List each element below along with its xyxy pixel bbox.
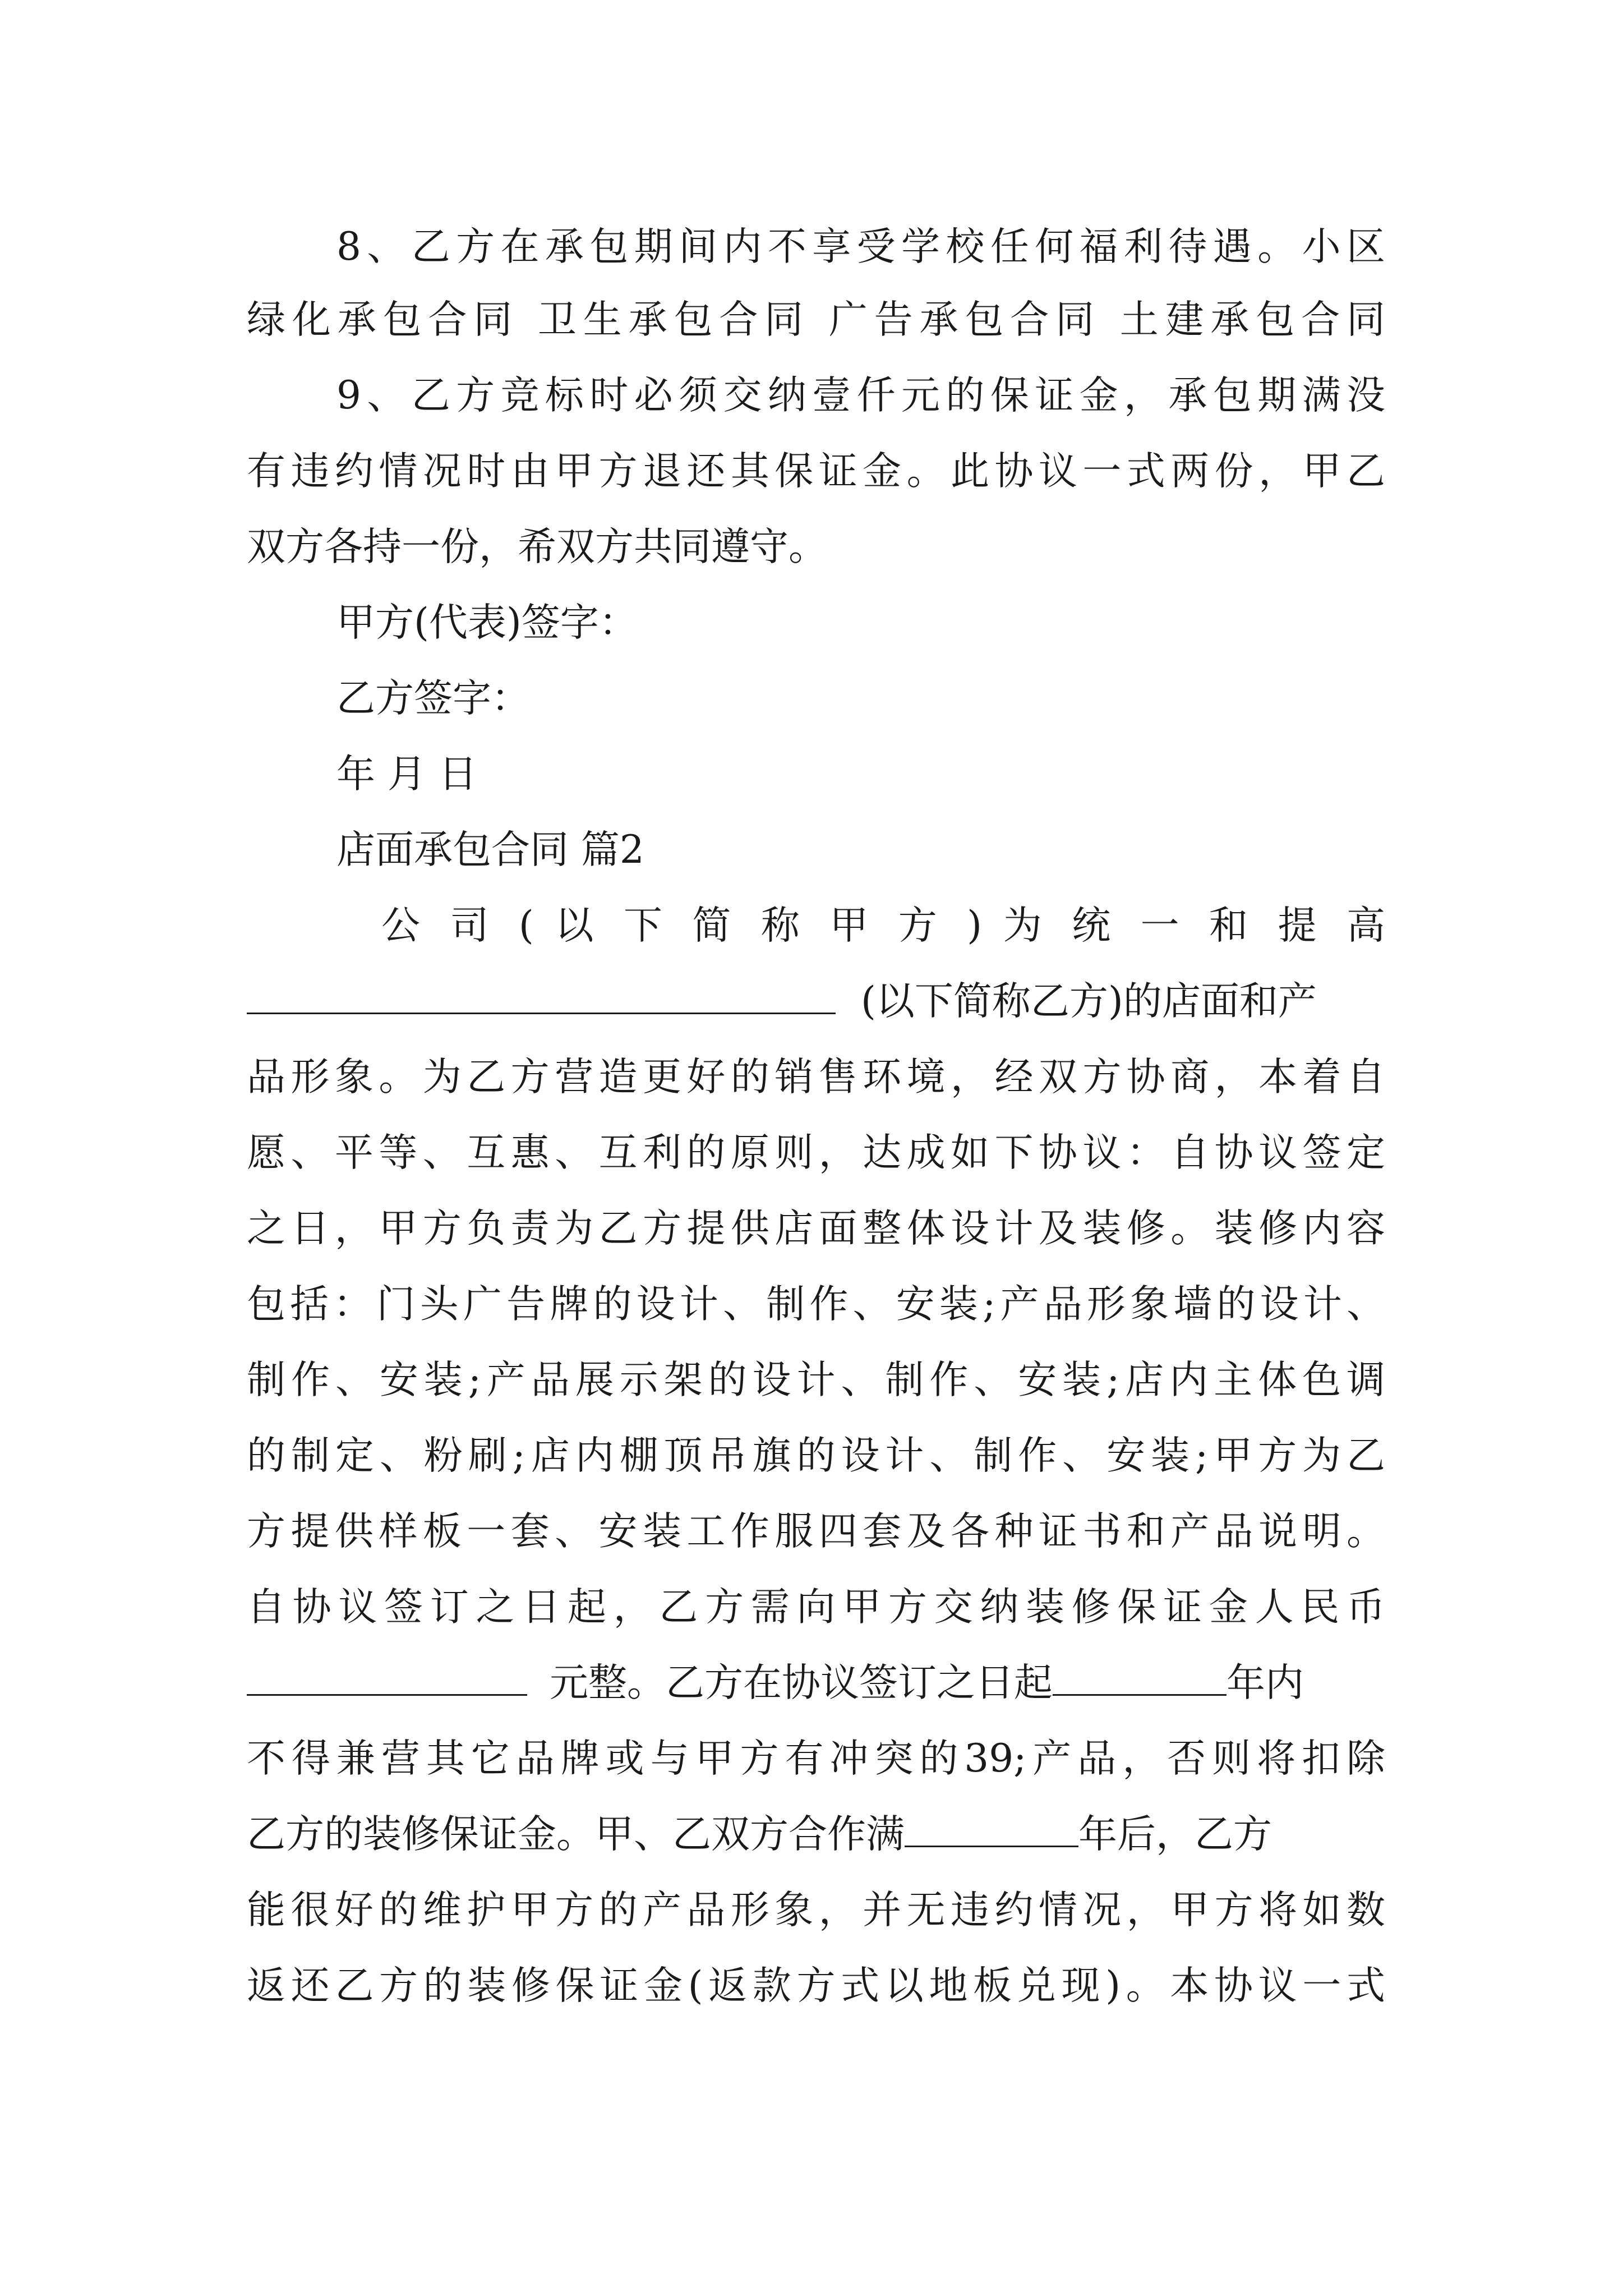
para-line-15: 返还乙方的装修保证金(返款方式以地板兑现)。本协议一式	[247, 1963, 1385, 2008]
date-line: 年 月 日	[336, 752, 477, 797]
para-line-11	[247, 1649, 1385, 1717]
para-line-3: 品形象。为乙方营造更好的销售环境，经双方协商，本着自	[247, 1055, 1385, 1099]
para-line-5: 之日，甲方负责为乙方提供店面整体设计及装修。装修内容	[247, 1206, 1385, 1251]
section-heading: 店面承包合同 篇2	[336, 827, 644, 872]
clause-8-line-1: 8、乙方在承包期间内不享受学校任何福利待遇。小区	[336, 224, 1385, 269]
blank-underline-company	[247, 979, 836, 1014]
para-line-14: 能很好的维护甲方的产品形象，并无违约情况，甲方将如数	[247, 1888, 1385, 1932]
para-line-2	[247, 968, 1385, 1035]
para-line-11-text-b: 年内	[1227, 1660, 1304, 1705]
para-line-6: 包括：门头广告牌的设计、制作、安装;产品形象墙的设计、	[247, 1282, 1385, 1327]
para-line-2-text: (以下简称乙方)的店面和产	[861, 979, 1317, 1024]
para-line-1: 公 司 ( 以 下 简 称 甲 方 ) 为 统 一 和 提 高	[381, 903, 1385, 948]
para-line-13-text-a: 乙方的装修保证金。甲、乙双方合作满	[247, 1812, 905, 1857]
clause-9-line-1: 9、乙方竞标时必须交纳壹仟元的保证金，承包期满没	[336, 373, 1385, 418]
blank-underline-years-1	[1053, 1660, 1227, 1696]
clause-9-line-3: 双方各持一份，希双方共同遵守。	[247, 524, 827, 569]
para-line-9: 方提供样板一套、安装工作服四套及各种证书和产品说明。	[247, 1509, 1385, 1554]
blank-underline-amount	[247, 1660, 527, 1696]
para-line-4: 愿、平等、互惠、互利的原则，达成如下协议：自协议签定	[247, 1130, 1385, 1175]
para-line-8: 的制定、粉刷;店内棚顶吊旗的设计、制作、安装;甲方为乙	[247, 1433, 1385, 1478]
para-line-13-text-b: 年后，乙方	[1078, 1812, 1272, 1857]
para-line-11-text-a: 元整。乙方在协议签订之日起	[550, 1660, 1053, 1705]
blank-underline-years-2	[905, 1812, 1078, 1847]
clause-8-line-2: 绿化承包合同 卫生承包合同 广告承包合同 土建承包合同	[247, 297, 1385, 342]
party-a-signature-label: 甲方(代表)签字：	[336, 600, 638, 645]
para-line-10: 自协议签订之日起，乙方需向甲方交纳装修保证金人民币	[247, 1585, 1385, 1630]
para-line-12: 不得兼营其它品牌或与甲方有冲突的39;产品，否则将扣除	[247, 1736, 1385, 1781]
party-b-signature-label: 乙方签字：	[336, 676, 530, 721]
clause-9-line-2: 有违约情况时由甲方退还其保证金。此协议一式两份，甲乙	[247, 449, 1385, 494]
para-line-13	[247, 1801, 1385, 1868]
para-line-7: 制作、安装;产品展示架的设计、制作、安装;店内主体色调	[247, 1358, 1385, 1402]
